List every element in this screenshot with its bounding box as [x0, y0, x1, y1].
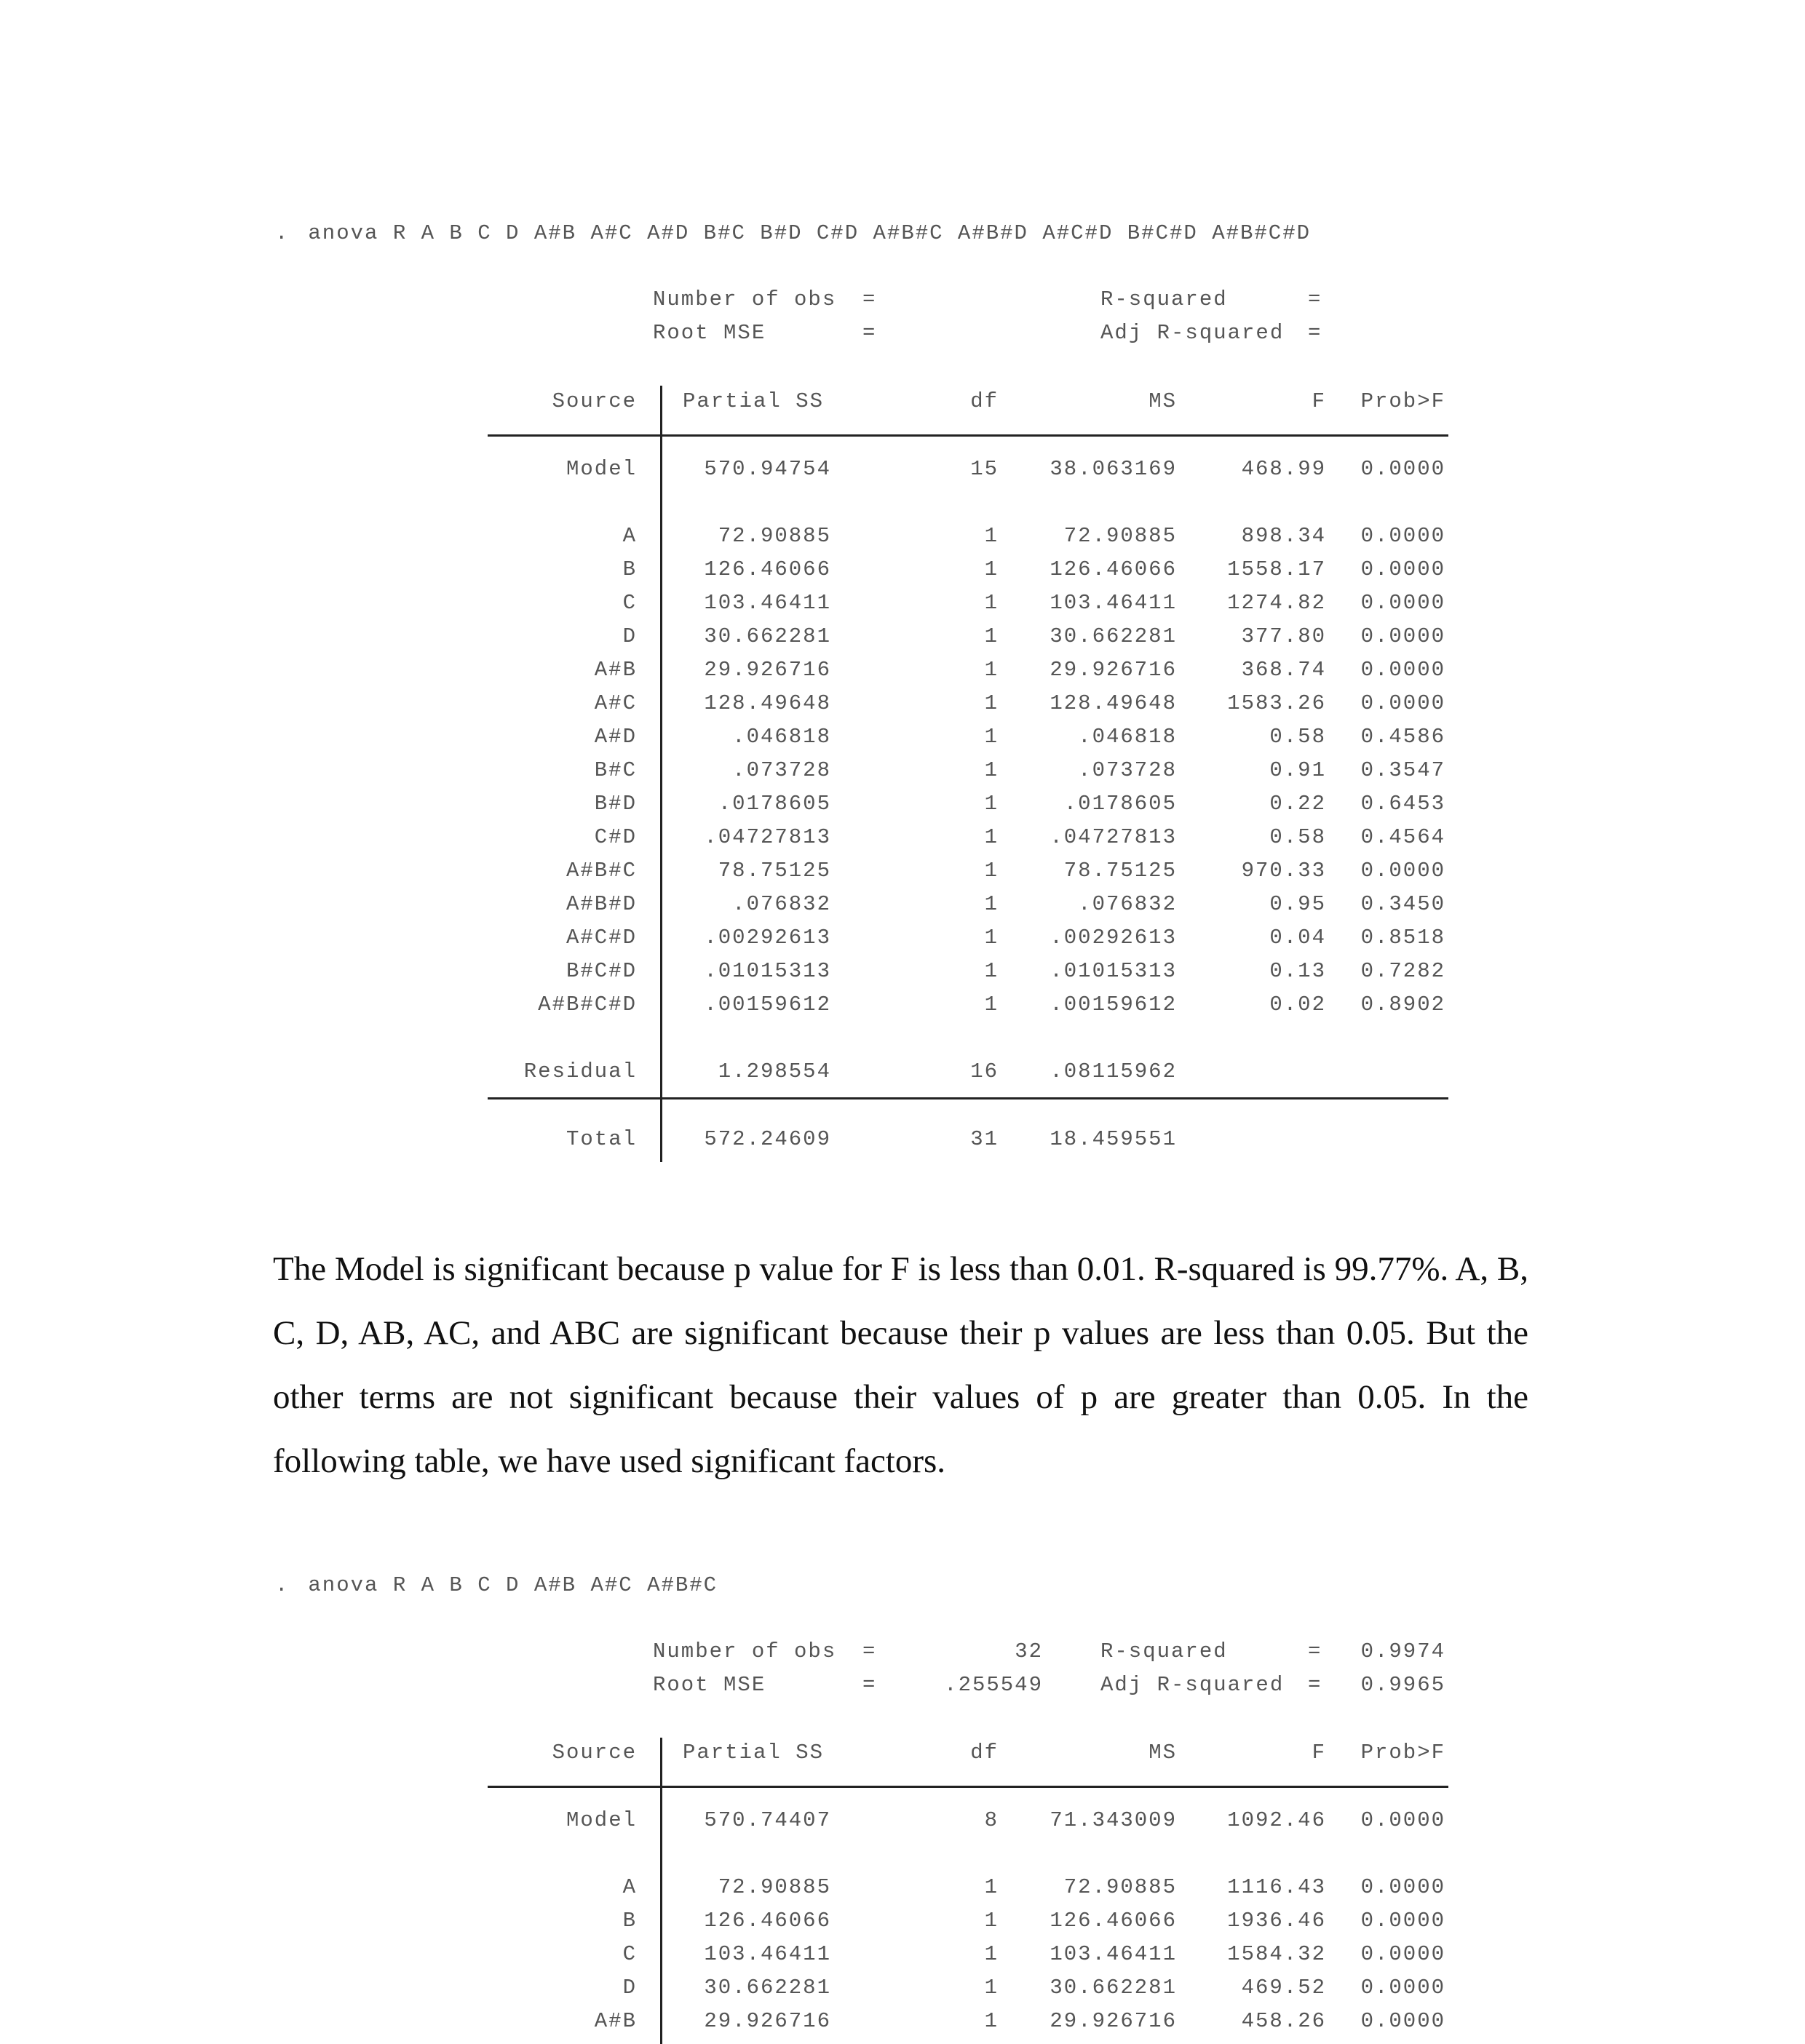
command-text: anova R A B C D A#B A#C A#D B#C B#D C#D A#B#C A#B#D A#C#D B#C#D A#B#C#D — [308, 221, 1312, 245]
r2-label: R-squared — [1100, 1639, 1228, 1663]
row-ms: 71.343009 — [1050, 1808, 1177, 1832]
rmse-label: Root MSE — [653, 1673, 766, 1697]
row-df: 1 — [984, 691, 999, 715]
nobs-value: 32 — [1015, 1639, 1043, 1663]
model-row-second — [0, 1808, 1805, 1837]
col-ms-header: MS — [1149, 1741, 1177, 1765]
table-column-headers-second — [0, 1741, 1805, 1770]
row-p: 0.8902 — [1360, 993, 1445, 1017]
row-ms: .076832 — [1078, 892, 1177, 916]
row-f: 1274.82 — [1227, 591, 1326, 615]
row-df: 1 — [984, 524, 999, 548]
row-ss: 126.46066 — [704, 557, 831, 581]
table-header-rule — [488, 434, 1448, 437]
table-row — [0, 892, 1805, 921]
row-ms: 29.926716 — [1050, 658, 1177, 682]
row-source: A#D — [594, 725, 637, 749]
row-f: 1092.46 — [1227, 1808, 1326, 1832]
header-line-1-second — [0, 1639, 1805, 1669]
row-f: 0.04 — [1269, 926, 1326, 950]
row-ss: 72.90885 — [718, 1875, 831, 1899]
row-f: 368.74 — [1241, 658, 1326, 682]
table-row — [0, 859, 1805, 888]
col-df-header: df — [970, 1741, 999, 1765]
r2-value: 0.9974 — [1360, 1639, 1445, 1663]
row-ss: 103.46411 — [704, 1942, 831, 1966]
row-source: B — [622, 557, 637, 581]
row-df: 1 — [984, 859, 999, 883]
row-source: A#B — [594, 2009, 637, 2033]
row-ms: .046818 — [1078, 725, 1177, 749]
row-source: A#B#D — [566, 892, 637, 916]
table-row — [0, 993, 1805, 1022]
row-ss: 103.46411 — [704, 591, 831, 615]
rmse-equals: = — [862, 1673, 877, 1697]
row-f: 0.22 — [1269, 792, 1326, 816]
adjr2-equals: = — [1308, 1673, 1322, 1697]
row-f: 0.02 — [1269, 993, 1326, 1017]
row-ss: .04727813 — [704, 825, 831, 849]
row-p: 0.0000 — [1360, 658, 1445, 682]
row-df: 1 — [984, 658, 999, 682]
row-df: 1 — [984, 591, 999, 615]
row-df: 1 — [984, 892, 999, 916]
row-ss: 30.662281 — [704, 624, 831, 648]
row-p: 0.0000 — [1360, 1942, 1445, 1966]
col-partial-ss-header: Partial SS — [683, 389, 825, 413]
col-source-header: Source — [552, 389, 637, 413]
row-ss: 1.298554 — [718, 1059, 831, 1083]
row-source: B — [622, 1909, 637, 1933]
row-p: 0.0000 — [1360, 591, 1445, 615]
row-df: 1 — [984, 624, 999, 648]
row-ss: .046818 — [732, 725, 831, 749]
col-df-header: df — [970, 389, 999, 413]
row-df: 15 — [970, 457, 999, 481]
r2-label: R-squared — [1100, 287, 1228, 311]
command-prompt-dot: . — [275, 221, 290, 245]
table-row — [0, 1942, 1805, 1971]
row-f: 1936.46 — [1227, 1909, 1326, 1933]
table-row — [0, 725, 1805, 754]
command-prompt-dot: . — [275, 1573, 290, 1597]
row-ms: 30.662281 — [1050, 624, 1177, 648]
row-ms: 103.46411 — [1050, 1942, 1177, 1966]
row-ms: 38.063169 — [1050, 457, 1177, 481]
row-p: 0.3547 — [1360, 758, 1445, 782]
row-ms: 126.46066 — [1050, 557, 1177, 581]
row-ss: 30.662281 — [704, 1976, 831, 2000]
nobs-equals: = — [862, 1639, 877, 1663]
row-ss: .073728 — [732, 758, 831, 782]
table-row — [0, 658, 1805, 687]
row-p: 0.0000 — [1360, 557, 1445, 581]
row-f: 0.95 — [1269, 892, 1326, 916]
row-ss: 126.46066 — [704, 1909, 831, 1933]
row-ms: .00292613 — [1050, 926, 1177, 950]
row-ss: .01015313 — [704, 959, 831, 983]
row-df: 1 — [984, 959, 999, 983]
r2-equals: = — [1308, 1639, 1322, 1663]
header-line-2-second — [0, 1673, 1805, 1702]
col-source-header: Source — [552, 1741, 637, 1765]
row-f: 468.99 — [1241, 457, 1326, 481]
command-text: anova R A B C D A#B A#C A#B#C — [308, 1573, 718, 1597]
row-source: A#C#D — [566, 926, 637, 950]
table-row — [0, 926, 1805, 955]
rmse-label: Root MSE — [653, 321, 766, 345]
row-df: 1 — [984, 2009, 999, 2033]
row-ss: 29.926716 — [704, 2009, 831, 2033]
row-df: 1 — [984, 993, 999, 1017]
row-f: 970.33 — [1241, 859, 1326, 883]
row-source: C#D — [594, 825, 637, 849]
row-p: 0.4564 — [1360, 825, 1445, 849]
row-f: 377.80 — [1241, 624, 1326, 648]
r2-equals: = — [1308, 287, 1322, 311]
adjr2-label: Adj R-squared — [1100, 1673, 1285, 1697]
row-source: A#B — [594, 658, 637, 682]
row-p: 0.0000 — [1360, 1909, 1445, 1933]
adjr2-label: Adj R-squared — [1100, 321, 1285, 345]
row-f: 0.91 — [1269, 758, 1326, 782]
row-ms: 30.662281 — [1050, 1976, 1177, 2000]
row-df: 8 — [984, 1808, 999, 1832]
row-f: 0.13 — [1269, 959, 1326, 983]
row-source: A — [622, 1875, 637, 1899]
row-source: B#C#D — [566, 959, 637, 983]
row-df: 1 — [984, 725, 999, 749]
table-column-headers — [0, 389, 1805, 418]
row-df: 1 — [984, 825, 999, 849]
table-row — [0, 624, 1805, 653]
row-df: 31 — [970, 1127, 999, 1151]
row-p: 0.0000 — [1360, 457, 1445, 481]
model-row — [0, 457, 1805, 486]
row-ms: 103.46411 — [1050, 591, 1177, 615]
row-p: 0.0000 — [1360, 524, 1445, 548]
row-ss: 128.49648 — [704, 691, 831, 715]
row-ms: .00159612 — [1050, 993, 1177, 1017]
row-p: 0.8518 — [1360, 926, 1445, 950]
row-f: 1584.32 — [1227, 1942, 1326, 1966]
row-ss: .0178605 — [718, 792, 831, 816]
row-df: 1 — [984, 1976, 999, 2000]
row-ms: .073728 — [1078, 758, 1177, 782]
table-row — [0, 2009, 1805, 2038]
row-f: 0.58 — [1269, 725, 1326, 749]
row-f: 458.26 — [1241, 2009, 1326, 2033]
row-p: 0.0000 — [1360, 624, 1445, 648]
table-row — [0, 1875, 1805, 1904]
row-ss: 29.926716 — [704, 658, 831, 682]
col-prob-header: Prob>F — [1360, 389, 1445, 413]
row-ss: 570.74407 — [704, 1808, 831, 1832]
table-header-rule-second — [488, 1786, 1448, 1788]
row-p: 0.0000 — [1360, 1875, 1445, 1899]
row-source: A — [622, 524, 637, 548]
nobs-equals: = — [862, 287, 877, 311]
row-ms: .08115962 — [1050, 1059, 1177, 1083]
row-source: C — [622, 1942, 637, 1966]
row-df: 1 — [984, 557, 999, 581]
row-df: 1 — [984, 1875, 999, 1899]
col-ms-header: MS — [1149, 389, 1177, 413]
row-ms: .01015313 — [1050, 959, 1177, 983]
table-row — [0, 758, 1805, 787]
row-ms: 72.90885 — [1063, 1875, 1177, 1899]
row-source: A#B#C#D — [538, 993, 637, 1017]
row-df: 16 — [970, 1059, 999, 1083]
row-source: Model — [566, 457, 637, 481]
row-df: 1 — [984, 1909, 999, 1933]
row-df: 1 — [984, 926, 999, 950]
table-row — [0, 691, 1805, 720]
row-f: 469.52 — [1241, 1976, 1326, 2000]
row-p: 0.0000 — [1360, 859, 1445, 883]
row-source: B#C — [594, 758, 637, 782]
row-p: 0.0000 — [1360, 2009, 1445, 2033]
row-source: A#B#C — [566, 859, 637, 883]
row-ms: 72.90885 — [1063, 524, 1177, 548]
table-row — [0, 959, 1805, 988]
nobs-label: Number of obs — [653, 287, 837, 311]
first-anova-output — [0, 0, 1805, 983]
row-ms: 29.926716 — [1050, 2009, 1177, 2033]
table-row — [0, 1909, 1805, 1938]
row-df: 1 — [984, 1942, 999, 1966]
row-df: 1 — [984, 758, 999, 782]
row-source: Residual — [523, 1059, 637, 1083]
row-ss: 572.24609 — [704, 1127, 831, 1151]
row-source: Total — [566, 1127, 637, 1151]
row-source: Model — [566, 1808, 637, 1832]
row-ms: .04727813 — [1050, 825, 1177, 849]
residual-row — [0, 1059, 1805, 1089]
total-row — [0, 1127, 1805, 1156]
row-ss: .076832 — [732, 892, 831, 916]
row-p: 0.0000 — [1360, 1976, 1445, 2000]
row-ms: 18.459551 — [1050, 1127, 1177, 1151]
row-ss: .00159612 — [704, 993, 831, 1017]
nobs-label: Number of obs — [653, 1639, 837, 1663]
table-total-rule — [488, 1097, 1448, 1099]
row-f: 0.58 — [1269, 825, 1326, 849]
row-ms: 78.75125 — [1063, 859, 1177, 883]
row-f: 1583.26 — [1227, 691, 1326, 715]
col-prob-header: Prob>F — [1360, 1741, 1445, 1765]
row-source: B#D — [594, 792, 637, 816]
row-source: A#C — [594, 691, 637, 715]
row-p: 0.7282 — [1360, 959, 1445, 983]
row-ss: 72.90885 — [718, 524, 831, 548]
rmse-value: .255549 — [944, 1673, 1043, 1697]
row-df: 1 — [984, 792, 999, 816]
interpretation-paragraph: The Model is significant because p value for F is less than 0.01. R-squared is 99.77%. A, B, C, D, AB, AC, and ABC are significant because their p values are less than 0.05. But the other terms are not significant because their values of p are greater than 0.05. In the following table, we have used significant factors. — [273, 1250, 1528, 1480]
col-partial-ss-header: Partial SS — [683, 1741, 825, 1765]
row-p: 0.3450 — [1360, 892, 1445, 916]
row-f: 898.34 — [1241, 524, 1326, 548]
row-source: C — [622, 591, 637, 615]
table-row — [0, 524, 1805, 553]
row-f: 1558.17 — [1227, 557, 1326, 581]
row-p: 0.0000 — [1360, 1808, 1445, 1832]
row-p: 0.0000 — [1360, 691, 1445, 715]
table-row — [0, 792, 1805, 821]
anova-command-2 — [275, 1573, 718, 1597]
row-ms: 126.46066 — [1050, 1909, 1177, 1933]
table-row — [0, 1976, 1805, 2005]
col-f-header: F — [1312, 389, 1326, 413]
table-row — [0, 825, 1805, 854]
row-f: 1116.43 — [1227, 1875, 1326, 1899]
row-ss: 78.75125 — [718, 859, 831, 883]
row-ss: 570.94754 — [704, 457, 831, 481]
rmse-equals: = — [862, 321, 877, 345]
row-p: 0.4586 — [1360, 725, 1445, 749]
row-ms: 128.49648 — [1050, 691, 1177, 715]
table-row — [0, 591, 1805, 620]
table-row — [0, 557, 1805, 586]
col-f-header: F — [1312, 1741, 1326, 1765]
adjr2-equals: = — [1308, 321, 1322, 345]
row-ms: .0178605 — [1063, 792, 1177, 816]
adjr2-value: 0.9965 — [1360, 1673, 1445, 1697]
row-p: 0.6453 — [1360, 792, 1445, 816]
row-source: D — [622, 1976, 637, 2000]
row-source: D — [622, 624, 637, 648]
anova-command — [275, 221, 1311, 245]
row-ss: .00292613 — [704, 926, 831, 950]
